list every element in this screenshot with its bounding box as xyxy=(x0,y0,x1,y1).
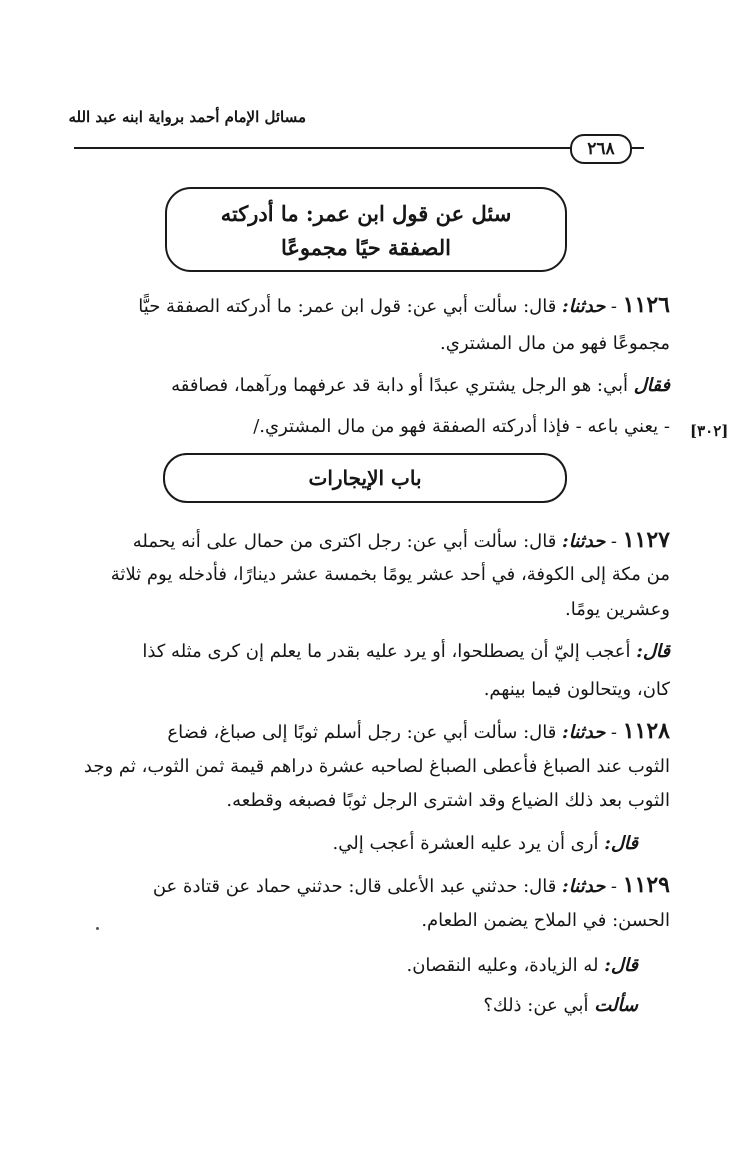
entry-1126-line-3 xyxy=(171,371,670,401)
keyword-faqala: فقال xyxy=(633,375,670,396)
entry-text: قال: سألت أبي عن: رجل أسلم ثوبًا إلى صباغ، فضاع xyxy=(167,722,563,743)
keyword-qala: قال: xyxy=(636,641,670,662)
entry-1128-line-3: الثوب بعد ذلك الضياع وقد اشترى الرجل ثوبًا فصبغه وقطعه. xyxy=(226,790,670,811)
entry-number: ١١٢٨ xyxy=(622,718,670,744)
entry-text: قال: سألت أبي عن: قول ابن عمر: ما أدركته الصفقة حيًّا xyxy=(138,296,563,317)
entry-1126-line-4: - يعني باعه - فإذا أدركته الصفقة فهو من مال المشتري./ xyxy=(253,416,670,437)
entry-number: ١١٢٧ xyxy=(622,527,670,553)
page-number: ٢٦٨ xyxy=(570,134,632,164)
entry-1128-line-1: ١١٢٨ - حدثنا: قال: سألت أبي عن: رجل أسلم ثوبًا إلى صباغ، فضاع xyxy=(167,718,670,744)
entry-1129-line-1: ١١٢٩ - حدثنا: قال: حدثني عبد الأعلى قال: حدثني حماد عن قتادة عن xyxy=(152,872,670,898)
keyword-haddathana: حدثنا: xyxy=(562,722,606,743)
header-rule xyxy=(74,147,644,149)
chapter-heading-box xyxy=(163,453,567,503)
question-heading-line-1: سئل عن قول ابن عمر: ما أدركته xyxy=(220,201,512,226)
entry-number: ١١٢٩ xyxy=(622,872,670,898)
margin-page-reference: [٣٠٢] xyxy=(690,422,729,440)
keyword-qala: قال: xyxy=(604,955,638,976)
question-heading-line-2: الصفقة حيًا مجموعًا xyxy=(280,235,451,260)
entry-number: ١١٢٦ xyxy=(622,292,670,318)
keyword-saalt: سألت xyxy=(594,995,638,1016)
keyword-qala: قال: xyxy=(604,833,638,854)
entry-1128-line-4 xyxy=(333,829,638,859)
entry-1128-line-2: الثوب عند الصباغ فأعطى الصباغ لصاحبه عشرة دراهم قيمة ثمن الثوب، ثم وجد xyxy=(83,756,670,777)
entry-text: أبي عن: ذلك؟ xyxy=(483,995,595,1016)
keyword-haddathana: حدثنا: xyxy=(562,876,606,897)
entry-text: قال: حدثني عبد الأعلى قال: حدثني حماد عن قتادة عن xyxy=(152,876,563,897)
entry-1127-line-2: من مكة إلى الكوفة، في أحد عشر يومًا بخمسة عشر دينارًا، فأدخله يوم ثلاثة xyxy=(110,564,670,585)
running-title: مسائل الإمام أحمد برواية ابنه عبد الله xyxy=(68,108,306,126)
entry-1127-line-3: وعشرين يومًا. xyxy=(564,599,670,620)
entry-1127-line-4 xyxy=(142,637,670,667)
entry-1129-line-4 xyxy=(483,991,638,1021)
entry-text: له الزيادة، وعليه النقصان. xyxy=(406,955,605,976)
entry-text: أعجب إليّ أن يصطلحوا، أو يرد عليه بقدر ما يعلم إن كرى مثله كذا xyxy=(142,641,637,662)
entry-1127-line-1: ١١٢٧ - حدثنا: قال: سألت أبي عن: رجل اكترى من حمال على أنه يحمله xyxy=(132,527,670,553)
entry-text: قال: سألت أبي عن: رجل اكترى من حمال على أنه يحمله xyxy=(132,531,563,552)
entry-1129-line-3 xyxy=(406,951,638,981)
entry-1129-line-2: الحسن: في الملاح يضمن الطعام. xyxy=(421,910,670,931)
keyword-haddathana: حدثنا: xyxy=(562,531,606,552)
entry-1126-line-1: ١١٢٦ - حدثنا: قال: سألت أبي عن: قول ابن عمر: ما أدركته الصفقة حيًّا xyxy=(138,292,670,318)
question-heading-box xyxy=(165,187,567,272)
keyword-haddathana: حدثنا: xyxy=(562,296,606,317)
entry-text: أرى أن يرد عليه العشرة أعجب إلي. xyxy=(332,833,605,854)
entry-1127-line-5: كان، ويتحالون فيما بينهم. xyxy=(483,679,670,700)
scan-speck xyxy=(96,927,99,930)
chapter-title: باب الإيجارات xyxy=(308,466,422,490)
entry-1126-line-2: مجموعًا فهو من مال المشتري. xyxy=(440,333,670,354)
entry-text: أبي: هو الرجل يشتري عبدًا أو دابة قد عرفهما ورآهما، فصافقه xyxy=(171,375,634,396)
